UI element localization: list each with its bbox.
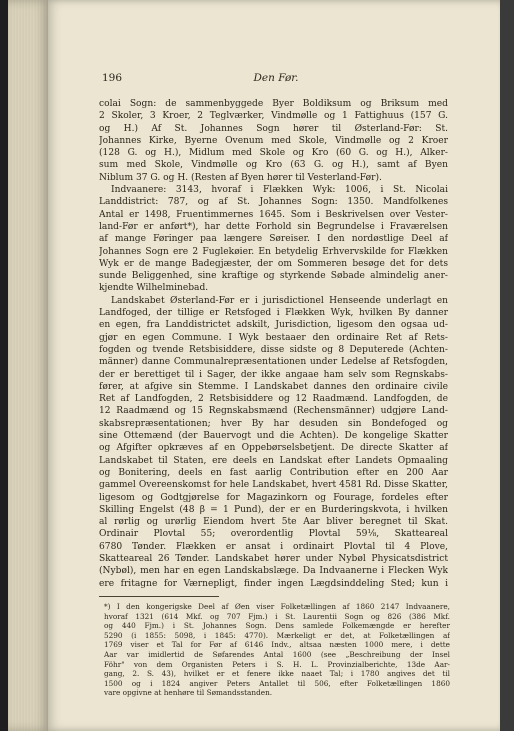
running-head: Den Før. (253, 72, 299, 84)
footnote-line: 5290 (i 1855: 5098, i 1845: 4770). Mærkeligt er det, at Folketællingen af (104, 630, 450, 640)
footnote-line: *) I den kongerigske Deel af Øen viser Folketællingen af 1860 2147 Indvaanere, (104, 602, 450, 611)
body-line: männer) danne Communalrepræsentationen under Ledelse af Retsfogden, (99, 357, 448, 368)
body-line: Skatteareal 26 Tønder. Landskabet hører under Nybøl Physicatsdistrict (99, 553, 448, 564)
body-line: Johannes Kirke, Byerne Ovenum med Skole, Vindmølle og 2 Kroer (99, 135, 448, 146)
body-line: kjendte Wilhelminebad. (99, 283, 209, 294)
body-line: Antal er 1498, Fruentimmernes 1645. Som i Beskrivelsen over Vester- (99, 209, 448, 220)
body-line: Landskabet til Staten, ere deels en Landskat efter Landets Opmaaling (99, 455, 448, 466)
body-line: af mange Føringer paa længere Søreiser. I den nordøstlige Deel af (99, 234, 448, 245)
body-line: al rørlig og urørlig Eiendom hvert 5te Aar bliver beregnet til Skat. (99, 517, 448, 528)
footnote-line: 1500 og i 1824 angiver Peters Antallet til 506, efter Folketællingen 1860 (104, 678, 450, 688)
body-line: Landfoged, der tillige er Retsfoged i Flækken Wyk, hvilken By danner (99, 308, 448, 319)
page-number: 196 (102, 72, 123, 84)
footnote (104, 602, 450, 698)
body-line: (128 G. og H.), Midlum med Skole og Kro (60 G. og H.), Alker- (99, 148, 448, 159)
footnote-line: 1769 viser et Tal for Før af 6146 Indv., altsaa næsten 1000 mere, i dette (104, 640, 450, 650)
body-line: colai Sogn: de sammenbyggede Byer Boldiksum og Briksum med (99, 99, 448, 109)
body-line: Indvaanere: 3143, hvoraf i Flækken Wyk: 1006, i St. Nicolai (111, 185, 448, 196)
body-line: skabsrepræsentationen; hver By har desuden sin Bondefoged og (99, 418, 448, 429)
body-line: 12 Raadmænd og 15 Regnskabsmænd (Rechensmänner) udgjøre Land- (99, 406, 448, 417)
body-line: land-Før er anført*), har dette Forhold sin Begrundelse i Fraværelsen (99, 221, 448, 232)
page-header (102, 72, 450, 86)
footnote-line: Föhr" von dem Organisten Peters i S. H. L. Provinzialberichte, 13de Aar- (104, 659, 450, 669)
body-line: fører, at afgive sin Stemme. I Landskabet dannes den ordinaire civile (99, 381, 448, 392)
body-line: Johannes Sogn ere 2 Fuglekøier. En betydelig Erhvervskilde for Flækken (99, 246, 448, 257)
body-line: Niblum 37 G. og H. (Resten af Byen hører til Vesterland-Før). (99, 172, 382, 183)
body-line: Wyk er de mange Badegjæster, der om Sommeren besøge det for dets (99, 258, 448, 269)
body-line: Ret af Landfogden, 2 Retsbisiddere og 12 Raadmænd. Landfogden, de (99, 394, 448, 405)
body-line: en egen, fra Landdistrictet adskilt, Jurisdiction, ligesom den ogsaa ud- (99, 320, 448, 331)
body-line: Landskabet Østerland-Før er i jurisdictionel Henseende underlagt en (111, 295, 448, 306)
body-line: der er berettiget til i Sager, der ikke angaae ham selv som Regnskabs- (99, 369, 448, 380)
body-line: Ordinair Plovtal 55; overordentlig Plovtal 59⅛, Skatteareal (99, 529, 448, 540)
footnote-line: Aar var imidlertid de Søfarendes Antal 1600 (see „Beschreibung der Insel (104, 649, 450, 659)
body-line: gjør en egen Commune. I Wyk bestaaer den ordinaire Ret af Rets- (99, 332, 448, 343)
body-line: og H.) Af St. Johannes Sogn hører til Østerland-Før: St. (99, 123, 448, 134)
book-binding (500, 0, 514, 731)
body-text (99, 98, 448, 590)
body-line: Skilling Engelst (48 β = 1 Pund), der er en Burderingskvota, i hvilken (99, 504, 448, 515)
body-line: fogden og tvende Retsbisiddere, disse sidste og 8 Deputerede (Achten- (99, 344, 448, 355)
body-line: 6780 Tønder. Flækken er ansat i ordinairt Plovtal til 4 Plove, (99, 541, 448, 552)
body-line: sine Ottemænd (der Bauervogt und die Achten). De kongelige Skatter (99, 431, 448, 442)
footnote-line: og 440 Fjm.) i St. Johannes Sogn. Dens samlede Folkemængde er herefter (104, 621, 450, 631)
body-line: ligesom og Godtgjørelse for Magazinkorn og Fourage, fordeles efter (99, 492, 448, 503)
body-line: sum med Skole, Vindmølle og Kro (63 G. og H.), samt af Byen (99, 160, 448, 171)
footnote-line: vare opgivne at henhøre til Sømandsstanden. (104, 688, 273, 698)
body-line: sunde Beliggenhed, sine kraftige og styrkende Søbade almindelig aner- (99, 271, 448, 282)
page-edges (8, 0, 50, 731)
body-line: 2 Skoler, 3 Kroer, 2 Teglværker, Vindmølle og 1 Fattighuus (157 G. (99, 111, 448, 122)
body-line: og Bonitering, deels en fast aarlig Contribution efter en 200 Aar (99, 467, 448, 478)
body-line: og Afgifter opkræves af en Oppebørselsbetjent. De directe Skatter af (99, 443, 448, 454)
footnote-rule (99, 596, 219, 597)
body-line: gammel Overeenskomst for hele Landskabet, hvert 4581 Rd. Disse Skatter, (99, 480, 448, 491)
body-line: ere fritagne for Værnepligt, finder ingen Lægdsinddeling Sted; kun i (99, 578, 448, 589)
footnote-line: gang, 2. S. 43), hvilket er et fenere ikke naaet Tal; i 1780 angives det til (104, 669, 450, 679)
footnote-line: hvoraf 1321 (614 Mkf. og 707 Fjm.) i St. Laurentii Sogn og 826 (386 Mkf. (104, 611, 450, 621)
body-line: (Nybøl), men har en egen Landskabslæge. Da Indvaanerne i Flecken Wyk (99, 566, 448, 577)
body-line: Landdistrict: 787, og af St. Johannes Sogn: 1350. Mandfolkenes (99, 197, 448, 208)
